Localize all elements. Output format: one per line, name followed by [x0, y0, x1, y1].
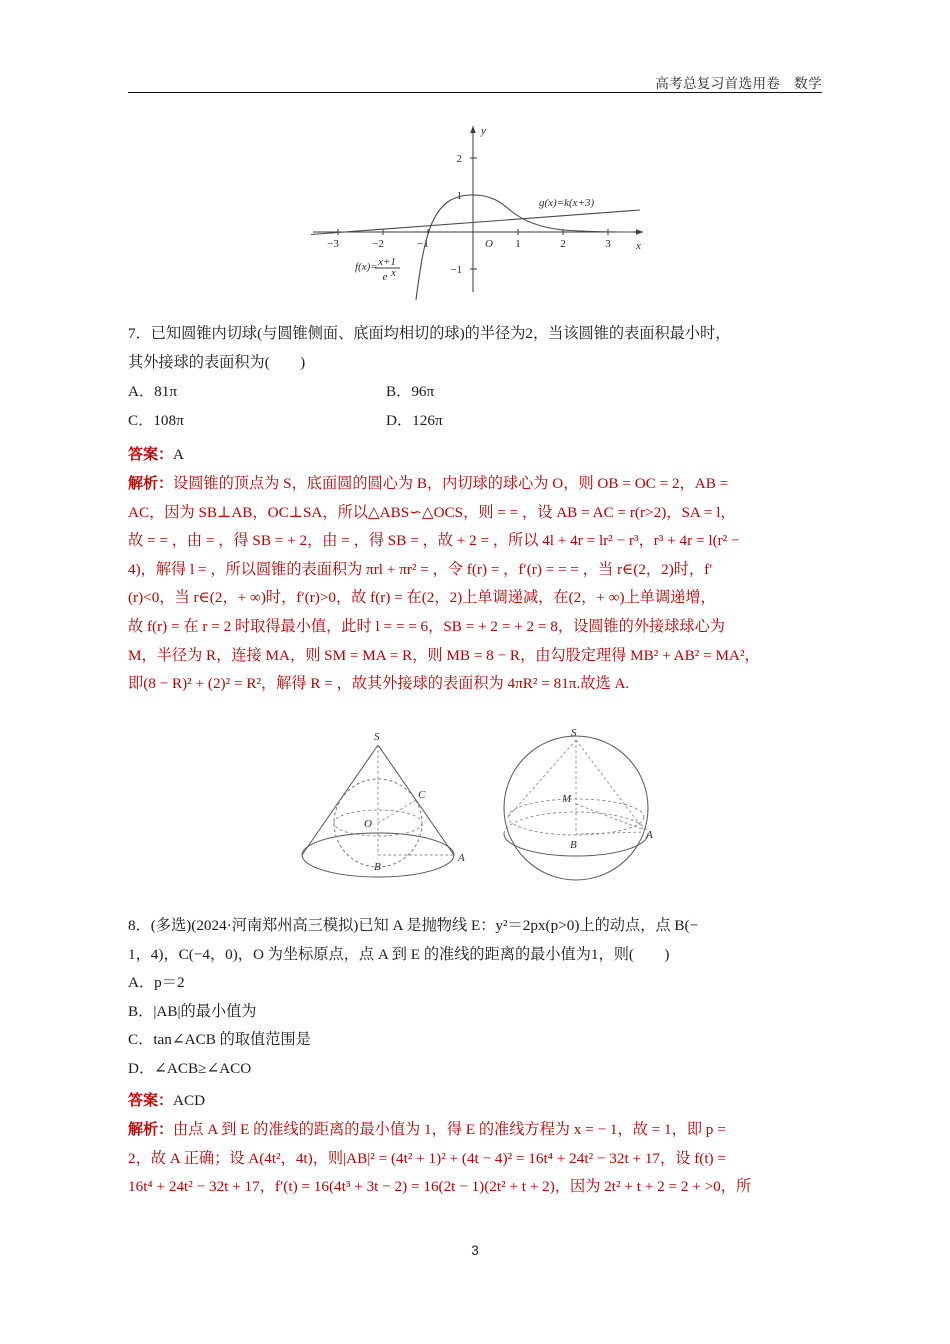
q7-option-a[interactable]: A．81π [128, 383, 178, 400]
q7-analysis-line-4: 4)，解得 l = ，所以圆锥的表面积为 πrl + πr² = ，令 f(r) = ，f′(r) = = = ，当 r∈(2，2)时，f′ [128, 560, 713, 578]
q7-analysis-line-7: M，半径为 R，连接 MA，则 SM = MA = R，则 MB = 8 − R，由勾股定理得 MB² + AB² = MA²， [128, 646, 760, 664]
q8-answer-value: ACD [173, 1092, 206, 1109]
q7-analysis-line-2: AC，因为 SB⊥AB，OC⊥SA，所以△ABS∽△OCS，则 = = ，设 AB = AC = r(r>2)，SA = l， [128, 503, 736, 521]
xtick-neg1: −1 [417, 238, 429, 250]
q7-analysis-line-8: 即(8 − R)² + (2)² = R²，解得 R = ，故其外接球的表面积为 4πR² = 81π.故选 A. [128, 675, 630, 693]
xtick-neg3: −3 [327, 238, 339, 250]
svg-text:f(x)=: f(x)= [355, 261, 378, 273]
q8-answer-label: 答案： [128, 1092, 174, 1109]
ytick-2: 2 [456, 153, 462, 165]
q8-answer-line [128, 1087, 824, 1116]
question-8-analysis [128, 1116, 824, 1202]
q7-answer-line [128, 441, 824, 470]
q7-analysis-line-1: 解析：设圆锥的顶点为 S，底面圆的圆心为 B，内切球的球心为 O，则 OB = OC = 2，AB = [128, 475, 729, 492]
q8-stem-line-2: 1，4)，C(−4，0)，O 为坐标原点，点 A 到 E 的准线的距离的最小值为1，则( ) [128, 945, 670, 963]
question-8-options [128, 969, 824, 1083]
ytick-neg1: −1 [450, 264, 462, 276]
page-header-title: 高考总复习首选用卷 数学 [655, 76, 822, 91]
q8-analysis-label: 解析： [128, 1121, 174, 1138]
label-A: A [458, 852, 465, 864]
page-number: 3 [471, 1243, 479, 1258]
q8-analysis-line-2: 2，故 A 正确；设 A(4t²，4t)，则|AB|² = (4t² + 1)² + (4t − 4)² = 16t⁴ + 24t² − 32t + 17，设 f(t) = [128, 1149, 726, 1167]
label-B: B [570, 839, 577, 851]
q7-option-d[interactable]: D．126π [386, 411, 443, 429]
svg-text:e: e [382, 271, 388, 283]
y-axis-label: y [481, 125, 486, 137]
xtick-3: 3 [605, 238, 611, 250]
cone-inscribed-in-sphere [488, 722, 678, 890]
origin-label: O [485, 238, 493, 250]
x-axis-label: x [636, 240, 641, 252]
q8-option-b[interactable]: B．|AB|的最小值为 [128, 1002, 257, 1020]
q7-analysis-label: 解析： [128, 475, 174, 492]
label-S: S [571, 727, 577, 739]
q8-option-row-c [128, 1026, 824, 1055]
q8-option-row-a [128, 969, 824, 998]
header-divider [128, 92, 822, 93]
q8-option-row-d [128, 1055, 824, 1084]
label-M: M [562, 793, 572, 805]
cone-inscribed-sphere-svg [278, 722, 478, 890]
xtick-2: 2 [560, 238, 566, 250]
q8-option-a[interactable]: A．p＝2 [128, 974, 185, 991]
label-S: S [374, 731, 380, 743]
question-7-options [128, 378, 824, 435]
label-B: B [374, 861, 381, 873]
q7-option-row-ab [128, 378, 824, 407]
xtick-1: 1 [515, 238, 521, 250]
q7-answer-label: 答案： [128, 446, 174, 463]
q8-analysis-line-3: 16t⁴ + 24t² − 32t + 17，f′(t) = 16(4t³ + 3t − 2) = 16(2t − 1)(2t² + t + 2)，因为 2t² + t + 2 = 2 + >0，所 [128, 1178, 752, 1196]
solid-figures [128, 722, 824, 892]
svg-text:x+1: x+1 [378, 256, 396, 268]
xtick-neg2: −2 [372, 238, 384, 250]
svg-text:x: x [391, 267, 396, 279]
q8-stem-line-1: 8．(多选)(2024·河南郑州高三模拟)已知 A 是抛物线 E：y²＝2px(p>0)上的动点，点 B(− [128, 917, 699, 934]
cone-with-inscribed-sphere [278, 722, 478, 890]
q7-option-row-cd [128, 407, 824, 436]
q8-option-row-b [128, 998, 824, 1027]
ytick-1: 1 [456, 190, 462, 202]
q8-option-c[interactable]: C．tan∠ACB 的取值范围是 [128, 1031, 311, 1049]
q8-analysis-line-1: 解析：由点 A 到 E 的准线的距离的最小值为 1，得 E 的准线方程为 x = − 1，故 = 1，即 p = [128, 1121, 726, 1138]
cone-in-sphere-svg [488, 722, 678, 890]
f-function-label [355, 256, 400, 283]
function-graph-svg [295, 110, 655, 300]
question-7-stem [128, 320, 824, 377]
label-C: C [418, 789, 426, 801]
q7-stem-line-1: 7．已知圆锥内切球(与圆锥侧面、底面均相切的球)的半径为2，当该圆锥的表面积最小时， [128, 325, 731, 342]
q8-option-d[interactable]: D．∠ACB≥∠ACO [128, 1059, 252, 1077]
q7-analysis-line-6: 故 f(r) = 在 r = 2 时取得最小值，此时 l = = = 6，SB = + 2 = + 2 = 8，设圆锥的外接球球心为 [128, 617, 725, 635]
q7-option-b[interactable]: B．96π [386, 383, 435, 400]
q7-analysis-line-3: 故 = = ，由 = ，得 SB = + 2，由 = ，得 SB = ，故 + 2 = ，所以 4l + 4r = lr² − r³，r³ + 4r = l(r² − [128, 532, 740, 550]
q7-analysis-line-5: (r)<0，当 r∈(2，+ ∞)时，f′(r)>0，故 f(r) = 在(2，2)上单调递减，在(2，+ ∞)上单调递增， [128, 589, 716, 607]
question-8-stem [128, 912, 824, 969]
question-7-answer [128, 441, 824, 470]
question-7-analysis [128, 470, 824, 699]
label-A: A [646, 829, 653, 841]
label-O: O [364, 818, 372, 830]
q7-option-c[interactable]: C．108π [128, 411, 184, 429]
question-8-answer [128, 1087, 824, 1116]
q7-stem-line-2: 其外接球的表面积为( ) [128, 353, 306, 371]
g-function-label: g(x)=k(x+3) [539, 197, 595, 209]
q7-answer-value: A [173, 446, 184, 463]
function-graph-figure [128, 110, 822, 305]
